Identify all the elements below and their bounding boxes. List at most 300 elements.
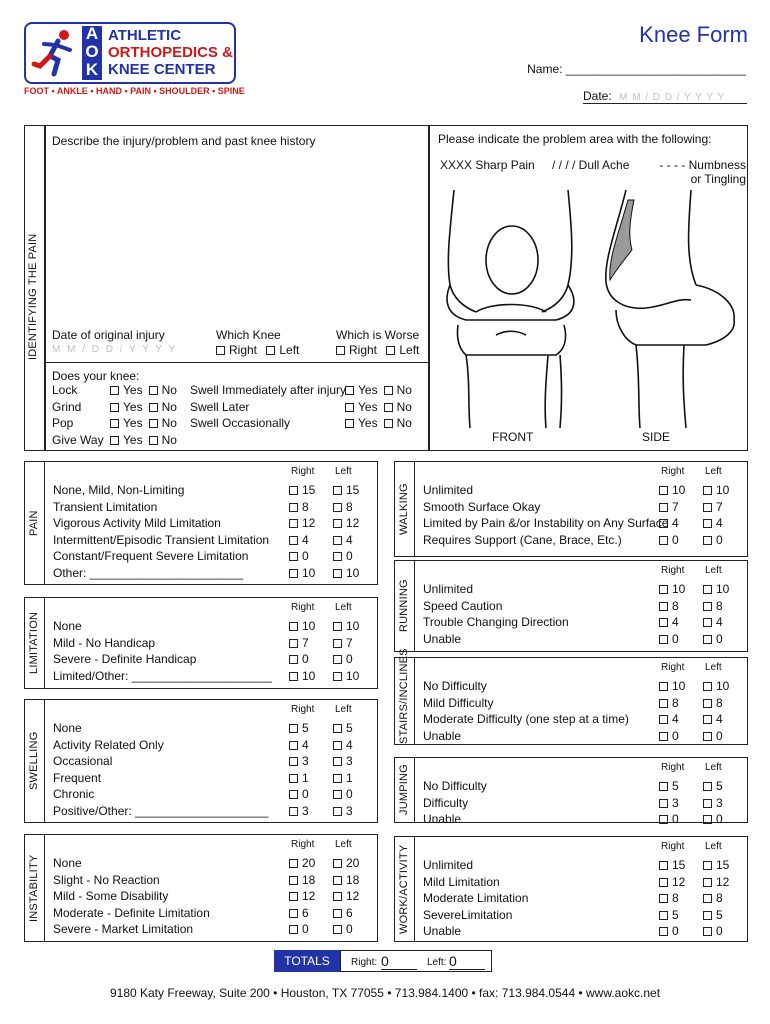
left-score-option[interactable] xyxy=(333,737,353,754)
right-score-option[interactable] xyxy=(659,631,685,648)
right-score-option[interactable] xyxy=(659,581,685,598)
left-score-option[interactable] xyxy=(703,778,723,795)
checkbox-icon xyxy=(289,859,298,868)
swell-item-choice xyxy=(345,399,412,416)
left-score-option[interactable] xyxy=(703,728,729,745)
left-score-option[interactable] xyxy=(333,921,359,938)
knee-no-option[interactable] xyxy=(149,416,177,430)
section-label: INSTABILITY xyxy=(28,854,40,922)
section-label: LIMITATION xyxy=(28,611,40,675)
score-value: 5 xyxy=(672,779,679,793)
right-score-option[interactable] xyxy=(659,515,685,532)
score-value: 0 xyxy=(672,631,679,646)
section-item-label: Trouble Changing Direction xyxy=(423,615,569,630)
right-scores xyxy=(289,482,315,582)
checkbox-icon xyxy=(149,403,158,412)
checkbox-icon xyxy=(333,672,342,681)
knee-side-diagram[interactable] xyxy=(596,190,746,428)
section-item-label: Intermittent/Episodic Transient Limitation xyxy=(53,532,270,547)
left-score-option[interactable] xyxy=(333,668,359,685)
left-score-option[interactable] xyxy=(703,631,729,648)
right-score-option[interactable] xyxy=(659,482,685,499)
checkbox-icon xyxy=(659,815,668,824)
checkbox-icon xyxy=(659,602,668,611)
checkbox-icon xyxy=(703,585,712,594)
score-value: 0 xyxy=(716,631,723,646)
right-score-option[interactable] xyxy=(289,515,315,532)
option-label: No xyxy=(396,383,412,397)
section-item-label: Limited/Other: _____________________ xyxy=(53,668,272,683)
right-score-option[interactable] xyxy=(289,753,309,770)
checkbox-icon xyxy=(345,403,354,412)
left-score-option[interactable] xyxy=(333,515,359,532)
score-value: 8 xyxy=(716,598,723,613)
swell-item-label: Swell Later xyxy=(190,399,250,414)
score-value: 4 xyxy=(302,532,309,547)
runner-icon xyxy=(30,28,80,80)
checkbox-icon xyxy=(703,519,712,528)
right-score-option[interactable] xyxy=(659,923,685,940)
left-score-option[interactable] xyxy=(703,598,729,615)
checkbox-icon xyxy=(703,894,712,903)
score-value: 20 xyxy=(302,856,316,870)
describe-prompt: Describe the injury/problem and past knee history xyxy=(52,134,316,148)
right-score-option[interactable] xyxy=(289,888,315,905)
section-item-label: Other: _______________________ xyxy=(53,565,244,580)
option-label: Yes xyxy=(123,432,143,447)
left-score-option[interactable] xyxy=(703,907,729,924)
name-field[interactable]: Name: ___________________________ xyxy=(527,62,746,76)
score-value: 10 xyxy=(346,619,360,633)
right-score-option[interactable] xyxy=(659,778,679,795)
right-score-option[interactable] xyxy=(289,532,315,549)
checkbox-icon xyxy=(703,861,712,870)
totals-right-label: Right: xyxy=(351,957,378,968)
right-score-option[interactable] xyxy=(289,618,315,635)
checkbox-icon xyxy=(659,911,668,920)
section-items xyxy=(423,857,528,940)
section-item-label: Unable xyxy=(423,924,462,939)
knee-item-label: Give Way xyxy=(52,432,104,447)
knee-yes-option[interactable] xyxy=(110,433,143,447)
swell-yes-option[interactable] xyxy=(345,416,378,430)
left-score-option[interactable] xyxy=(333,635,359,652)
checkbox-icon xyxy=(333,519,342,528)
score-value: 3 xyxy=(672,795,679,810)
right-score-option[interactable] xyxy=(289,770,309,787)
which-worse-right[interactable]: Right xyxy=(336,343,377,357)
checkbox-icon xyxy=(703,927,712,936)
left-score-option[interactable] xyxy=(333,872,359,889)
option-label: Yes xyxy=(358,399,378,414)
checkbox-icon xyxy=(333,503,342,512)
right-score-option[interactable] xyxy=(289,651,315,668)
right-score-option[interactable] xyxy=(289,482,315,499)
option-label: No xyxy=(161,432,177,447)
left-score-option[interactable] xyxy=(333,565,359,582)
swell-yes-option[interactable] xyxy=(345,383,378,397)
right-score-option[interactable] xyxy=(289,786,309,803)
left-score-option[interactable] xyxy=(333,651,359,668)
section-item-label: SevereLimitation xyxy=(423,907,513,922)
right-scores xyxy=(659,581,685,647)
left-column-header: Left xyxy=(705,466,722,477)
score-value: 0 xyxy=(672,728,679,743)
knee-yes-option[interactable] xyxy=(110,383,143,397)
section-items xyxy=(53,855,210,938)
swell-item-choice xyxy=(345,415,412,432)
section-label: WORK/ACTIVITY xyxy=(398,844,410,934)
section-item-label: Vigorous Activity Mild Limitation xyxy=(53,516,221,531)
section-item-label: Unable xyxy=(423,631,462,646)
score-value: 12 xyxy=(346,889,360,904)
swell-no-option[interactable] xyxy=(384,400,412,414)
section-item-label: Frequent xyxy=(53,770,102,785)
which-knee-left[interactable]: Left xyxy=(266,343,299,357)
score-value: 5 xyxy=(302,721,309,735)
checkbox-icon xyxy=(216,346,225,355)
right-score-option[interactable] xyxy=(289,668,315,685)
score-value: 15 xyxy=(346,483,360,497)
right-scores xyxy=(289,855,315,938)
score-value: 0 xyxy=(716,532,723,547)
left-score-option[interactable] xyxy=(703,482,729,499)
swell-item-label: Swell Occasionally xyxy=(190,416,291,431)
left-score-option[interactable] xyxy=(703,532,729,549)
section-item-label: None, Mild, Non-Limiting xyxy=(53,483,185,497)
checkbox-icon xyxy=(384,403,393,412)
score-value: 0 xyxy=(716,728,723,743)
score-value: 3 xyxy=(302,754,309,769)
checkbox-icon xyxy=(703,486,712,495)
knee-no-option[interactable] xyxy=(149,383,177,397)
right-column-header: Right xyxy=(291,466,315,477)
left-score-option[interactable] xyxy=(703,811,723,828)
which-knee-right[interactable]: Right xyxy=(216,343,257,357)
score-value: 0 xyxy=(716,812,723,827)
left-column-header: Left xyxy=(705,565,722,576)
section-item-label: None xyxy=(53,856,82,870)
which-worse-label: Which is Worse xyxy=(336,328,420,342)
front-label: FRONT xyxy=(492,430,534,444)
checkbox-icon xyxy=(703,682,712,691)
right-score-option[interactable] xyxy=(659,857,685,874)
score-value: 10 xyxy=(302,668,316,683)
left-score-option[interactable] xyxy=(333,803,353,820)
checkbox-icon xyxy=(703,815,712,824)
checkbox-icon xyxy=(289,622,298,631)
right-score-option[interactable] xyxy=(289,499,315,516)
which-worse-options xyxy=(336,343,419,357)
logo-line-2: ORTHOPEDICS & xyxy=(108,44,234,61)
checkbox-icon xyxy=(333,655,342,664)
right-score-option[interactable] xyxy=(659,614,685,631)
section-item-label: Unlimited xyxy=(423,483,474,497)
knee-item-choice xyxy=(110,415,177,432)
score-value: 8 xyxy=(716,891,723,906)
left-score-option[interactable] xyxy=(333,770,353,787)
logo-letter-k: K xyxy=(85,60,99,79)
score-value: 18 xyxy=(346,872,360,887)
right-score-option[interactable] xyxy=(659,728,685,745)
right-score-option[interactable] xyxy=(289,565,315,582)
logo-line-1: ATHLETIC xyxy=(108,27,182,44)
score-value: 15 xyxy=(716,858,730,872)
right-score-option[interactable] xyxy=(659,695,685,712)
left-score-option[interactable] xyxy=(703,581,729,598)
score-value: 10 xyxy=(302,619,316,633)
left-scores xyxy=(703,482,729,548)
checkbox-icon xyxy=(289,757,298,766)
score-value: 10 xyxy=(716,582,730,596)
swell-yes-option[interactable] xyxy=(345,400,378,414)
checkbox-icon xyxy=(659,635,668,644)
totals-left-label: Left: xyxy=(427,957,447,968)
checkbox-icon xyxy=(289,655,298,664)
left-score-option[interactable] xyxy=(703,614,729,631)
score-value: 6 xyxy=(346,905,353,920)
right-score-option[interactable] xyxy=(289,737,309,754)
left-score-option[interactable] xyxy=(333,482,359,499)
right-score-option[interactable] xyxy=(289,872,315,889)
section-items xyxy=(423,678,629,744)
right-score-option[interactable] xyxy=(659,874,685,891)
swell-no-option[interactable] xyxy=(384,383,412,397)
checkbox-icon xyxy=(659,715,668,724)
right-scores xyxy=(659,482,685,548)
score-value: 4 xyxy=(716,516,723,531)
right-score-option[interactable] xyxy=(659,678,685,695)
checkbox-icon xyxy=(110,403,119,412)
section-item-label: Moderate - Definite Limitation xyxy=(53,905,210,920)
totals-right-value[interactable]: 0 xyxy=(381,953,417,970)
date-injury-field[interactable]: M M / D D / Y Y Y Y xyxy=(52,344,178,355)
score-value: 4 xyxy=(346,737,353,752)
score-value: 7 xyxy=(346,635,353,650)
section-item-label: Limited by Pain &/or Instability on Any Surface xyxy=(423,516,669,531)
right-score-option[interactable] xyxy=(289,548,315,565)
right-score-option[interactable] xyxy=(659,532,685,549)
score-value: 1 xyxy=(302,770,309,785)
option-label: Yes xyxy=(123,383,143,397)
knee-yes-option[interactable] xyxy=(110,416,143,430)
right-scores xyxy=(659,778,679,828)
left-score-option[interactable] xyxy=(333,499,359,516)
score-value: 4 xyxy=(672,516,679,531)
right-scores xyxy=(659,678,685,744)
right-score-option[interactable] xyxy=(289,855,315,872)
score-value: 15 xyxy=(672,858,686,872)
left-score-option[interactable] xyxy=(703,857,729,874)
option-label: Yes xyxy=(358,383,378,397)
checkbox-icon xyxy=(659,519,668,528)
checkbox-icon xyxy=(333,757,342,766)
option-label: No xyxy=(161,383,177,397)
section-item-label: Difficulty xyxy=(423,795,469,810)
score-value: 8 xyxy=(302,499,309,514)
option-label: No xyxy=(161,416,177,431)
swell-no-option[interactable] xyxy=(384,416,412,430)
section-item-label: Unlimited xyxy=(423,858,474,872)
right-score-option[interactable] xyxy=(659,907,685,924)
score-value: 0 xyxy=(346,549,353,564)
left-score-option[interactable] xyxy=(703,515,729,532)
checkbox-icon xyxy=(703,699,712,708)
left-score-option[interactable] xyxy=(333,888,359,905)
knee-front-diagram[interactable] xyxy=(436,190,586,428)
section-stairs-inclines xyxy=(394,648,748,745)
knee-item-label: Lock xyxy=(52,383,78,397)
score-value: 10 xyxy=(716,679,730,693)
right-score-option[interactable] xyxy=(659,811,679,828)
left-score-option[interactable] xyxy=(333,532,359,549)
left-scores xyxy=(333,618,359,684)
checkbox-icon xyxy=(659,503,668,512)
right-score-option[interactable] xyxy=(659,499,685,516)
checkbox-icon xyxy=(659,732,668,741)
checkbox-icon xyxy=(659,536,668,545)
score-value: 7 xyxy=(302,635,309,650)
left-score-option[interactable] xyxy=(703,874,729,891)
score-value: 4 xyxy=(346,532,353,547)
checkbox-icon xyxy=(345,386,354,395)
checkbox-icon xyxy=(333,724,342,733)
right-score-option[interactable] xyxy=(289,905,315,922)
checkbox-icon xyxy=(659,894,668,903)
checkbox-icon xyxy=(333,552,342,561)
checkbox-icon xyxy=(703,536,712,545)
score-value: 6 xyxy=(302,905,309,920)
section-item-label: Positive/Other: ____________________ xyxy=(53,803,269,818)
left-column-header: Left xyxy=(705,762,722,773)
left-score-option[interactable] xyxy=(333,905,359,922)
score-value: 8 xyxy=(672,891,679,906)
left-score-option[interactable] xyxy=(703,499,729,516)
section-item-label: Unlimited xyxy=(423,582,474,596)
section-item-label: Requires Support (Cane, Brace, Etc.) xyxy=(423,532,622,547)
left-score-option[interactable] xyxy=(703,711,729,728)
checkbox-icon xyxy=(703,911,712,920)
checkbox-icon xyxy=(703,602,712,611)
left-column-header: Left xyxy=(335,704,352,715)
score-value: 12 xyxy=(346,516,360,531)
checkbox-icon xyxy=(333,569,342,578)
left-score-option[interactable] xyxy=(333,720,353,737)
identifying-label: IDENTIFYING THE PAIN xyxy=(27,233,39,360)
right-score-option[interactable] xyxy=(289,720,309,737)
right-score-option[interactable] xyxy=(659,890,685,907)
score-value: 8 xyxy=(346,499,353,514)
section-swelling xyxy=(24,699,378,823)
left-score-option[interactable] xyxy=(703,890,729,907)
left-score-option[interactable] xyxy=(333,855,359,872)
left-scores xyxy=(703,581,729,647)
left-score-option[interactable] xyxy=(703,678,729,695)
section-item-label: Severe - Definite Handicap xyxy=(53,652,197,667)
knee-item-label: Pop xyxy=(52,416,74,431)
right-column-header: Right xyxy=(661,841,685,852)
section-label: SWELLING xyxy=(28,731,40,791)
checkbox-icon xyxy=(289,519,298,528)
which-knee-options xyxy=(216,343,299,357)
left-score-option[interactable] xyxy=(333,618,359,635)
section-label: PAIN xyxy=(28,510,40,536)
legend-dull-ache: / / / / Dull Ache xyxy=(552,158,630,172)
score-value: 12 xyxy=(302,889,316,904)
section-item-label: No Difficulty xyxy=(423,779,487,793)
checkbox-icon xyxy=(659,699,668,708)
score-value: 10 xyxy=(672,679,686,693)
left-score-option[interactable] xyxy=(333,548,359,565)
score-value: 10 xyxy=(346,565,360,580)
right-score-option[interactable] xyxy=(289,803,309,820)
right-score-option[interactable] xyxy=(659,598,685,615)
score-value: 12 xyxy=(302,516,316,531)
left-scores xyxy=(703,857,729,940)
section-item-label: Chronic xyxy=(53,787,95,802)
score-value: 20 xyxy=(346,856,360,870)
checkbox-icon xyxy=(289,536,298,545)
checkbox-icon xyxy=(289,790,298,799)
right-score-option[interactable] xyxy=(289,635,315,652)
knee-yes-option[interactable] xyxy=(110,400,143,414)
checkbox-icon xyxy=(659,927,668,936)
score-value: 4 xyxy=(672,615,679,630)
left-score-option[interactable] xyxy=(703,795,723,812)
score-value: 10 xyxy=(346,668,360,683)
score-value: 4 xyxy=(716,615,723,630)
right-column-header: Right xyxy=(291,704,315,715)
left-scores xyxy=(703,778,723,828)
which-worse-left[interactable]: Left xyxy=(386,343,419,357)
section-item-label: Transient Limitation xyxy=(53,499,158,514)
checkbox-icon xyxy=(703,635,712,644)
section-items xyxy=(423,778,487,828)
section-item-label: Mild - No Handicap xyxy=(53,635,156,650)
date-field[interactable] xyxy=(583,89,747,104)
left-score-option[interactable] xyxy=(333,786,353,803)
legend-sharp-pain: XXXX Sharp Pain xyxy=(440,158,535,172)
describe-area[interactable] xyxy=(50,150,422,320)
score-value: 5 xyxy=(346,721,353,735)
section-item-label: Activity Related Only xyxy=(53,737,164,752)
right-scores xyxy=(289,618,315,684)
left-score-option[interactable] xyxy=(703,695,729,712)
section-item-label: Unable xyxy=(423,728,462,743)
score-value: 4 xyxy=(302,737,309,752)
left-score-option[interactable] xyxy=(333,753,353,770)
right-score-option[interactable] xyxy=(659,711,685,728)
logo-letter-o: O xyxy=(85,42,99,61)
right-score-option[interactable] xyxy=(659,795,679,812)
section-item-label: Smooth Surface Okay xyxy=(423,499,541,514)
checkbox-icon xyxy=(703,715,712,724)
right-score-option[interactable] xyxy=(289,921,315,938)
knee-items xyxy=(52,382,104,448)
score-value: 3 xyxy=(346,803,353,818)
option-label: Yes xyxy=(358,416,378,431)
knee-no-option[interactable] xyxy=(149,433,177,447)
section-item-label: No Difficulty xyxy=(423,679,487,693)
checkbox-icon xyxy=(703,799,712,808)
knee-no-option[interactable] xyxy=(149,400,177,414)
section-label: JUMPING xyxy=(398,764,410,816)
totals-left-value[interactable]: 0 xyxy=(449,953,485,970)
checkbox-icon xyxy=(659,861,668,870)
left-score-option[interactable] xyxy=(703,923,729,940)
checkbox-icon xyxy=(333,536,342,545)
checkbox-icon xyxy=(333,909,342,918)
